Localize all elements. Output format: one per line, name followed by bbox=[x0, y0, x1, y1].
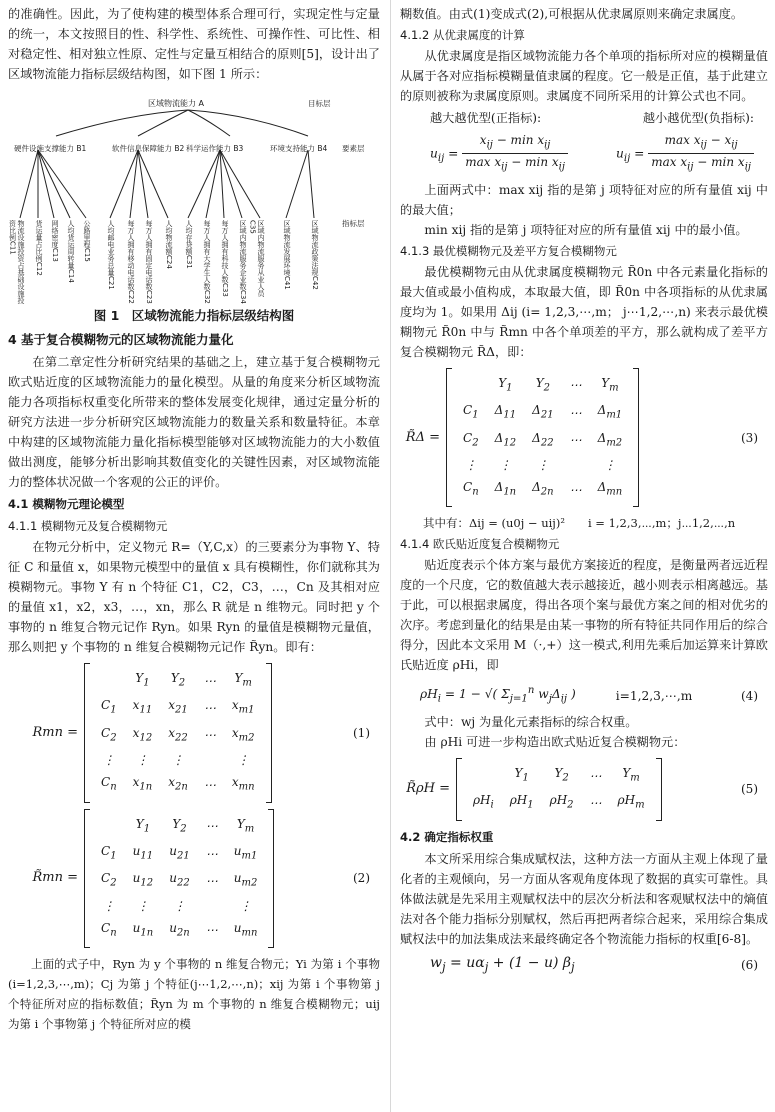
equation-5-number: (5) bbox=[741, 782, 758, 797]
equation-6-number: (6) bbox=[741, 957, 758, 972]
equation-4 bbox=[400, 675, 768, 712]
section-4-2-heading: 4.2 确定指标权重 bbox=[400, 829, 494, 844]
node-b3: 科学运作能力 B3 bbox=[186, 144, 244, 153]
layer-index-label: 指标层 bbox=[342, 219, 365, 228]
section-4-1-2-heading: 4.1.2 从优隶属度的计算 bbox=[400, 28, 525, 42]
layer-element-label: 要素层 bbox=[342, 144, 365, 153]
column-divider bbox=[390, 0, 391, 1112]
section-4-heading: 4 基于复合模糊物元的区域物流能力量化 bbox=[8, 332, 234, 347]
matrix-1: $Y_1$ $Y_2$ ⋯ $Y_m$ $C_1$ $x_{11}$ $x_{21}$ ⋯ $x_{m1}$ $C_2$ $x_{12}$ $x_{22}$ ⋯ $x_{m2}$ ⋮ ⋮ ⋮ ⋮ $C_n$ $x_{1n}$ $x_{2n}$ ⋯ $x_{mn}$ bbox=[84, 663, 272, 803]
leaf-c33: 每万人拥有科技人数C33 bbox=[221, 220, 229, 297]
equation-5 bbox=[400, 758, 768, 821]
leaf-c23: 每万人拥有固定电话数C23 bbox=[145, 220, 153, 304]
equation-3-number: (3) bbox=[741, 430, 758, 445]
leaf-c42: 区域物流政策法规C42 bbox=[311, 220, 319, 290]
node-root: 区域物流能力 A bbox=[148, 99, 205, 108]
membership-formulas bbox=[400, 128, 768, 180]
equation-1-number: (1) bbox=[353, 725, 370, 740]
right-column bbox=[400, 4, 768, 976]
formula-weight: $w_j = u\alpha_j + (1 - u)$ $\beta_j$ bbox=[430, 954, 575, 974]
matrix-1-label: Rmn = bbox=[32, 724, 78, 740]
leaf-c14: 人均货运周转量C14 bbox=[67, 220, 75, 283]
paragraph-intro-cont: 的准确性。因此，为了使构建的模型体系合理可行，实现定性与定量的统一，本文按照目的性、科学性、系统性、可操作性、可比性、相对稳定性、相对独立性原、定性与定量互相结合的原则[5]，设计出了区域物流能力指标层级结构图，如下图 1 所示： bbox=[8, 7, 380, 81]
leaf-c34: 区域内物流服务企业数C34 bbox=[239, 220, 247, 304]
node-b4: 环境支持能力 B4 bbox=[270, 144, 328, 153]
negative-indicator-label: 越小越优型(负指标): bbox=[642, 111, 754, 125]
figure-1 bbox=[8, 84, 380, 304]
leaf-c21: 人均邮电业务总量C21 bbox=[107, 220, 115, 290]
section-4-1-1-paragraph: 在物元分析中，定义物元 R=（Y,C,x）的三要素分为事物 Y、特征 C 和量值 x，如果物元模型中的量值 x 具有模糊性，你们就称其为模糊物元。事物 Y 有 n 个特征 C1，C2，C3，…，Cn 及其相对应的量值 x1，x2，x3，…，xn，那么 R 就是 n 维物元。同时把 y 个事物的 n 维复合物元记作 Ryn。如果 Ryn 的量值是模糊物元量值，那么则把 y 个事物的 n 维复合模糊物元记作 R̃yn。即有： bbox=[8, 540, 380, 654]
matrix-5-label: R̃ρH = bbox=[406, 781, 450, 797]
matrix-3: $Y_1$ $Y_2$ ⋯ $Y_m$ $C_1$ $\Delta_{11}$ $\Delta_{21}$ ⋯ $\Delta_{m1}$ $C_2$ $\Delta_{12}$ $\Delta_{22}$ ⋯ $\Delta_{m2}$ ⋮ ⋮ ⋮ ⋮ $C_n$ $\Delta_{1n}$ $\Delta_{2n}$ ⋯ $\Delta_{mn}$ bbox=[446, 368, 639, 508]
leaf-c11: 物流设施投资占基础设施投资比例C11 bbox=[8, 220, 25, 304]
node-b1: 硬件设施支撑能力 B1 bbox=[14, 144, 87, 153]
paragraph-top-cont: 糊数值。由式(1)变成式(2),可根据从优隶属原则来确定隶属度。 bbox=[400, 7, 744, 21]
leaf-c15: 公路里程C15 bbox=[83, 220, 91, 262]
leaf-c13: 网络密度C13 bbox=[51, 220, 59, 262]
leaf-c41: 区域物流发展环境C41 bbox=[283, 220, 291, 290]
section-4-paragraph: 在第二章定性分析研究结果的基础之上，建立基于复合模糊物元欧式贴近度的区域物流能力的量化模型。从量的角度来分析区域物流能力各项指标权重变化所带来的整体发展变化规律，通过定量分析的研究方法进一步分析研究区域物流能力的数量关系和数量特征。本章中构建的区域物流能力量化指标模型能够对区域物流能力的大小数值做出测度，能够分析出影响其数值变化的关键性因素，对区域物流能力的整体状况做一个客观的公正的评价。 bbox=[8, 355, 380, 489]
matrix-3-label: R̃Δ = bbox=[405, 429, 440, 445]
equation-4-range: i=1,2,3,⋯,m bbox=[615, 688, 693, 703]
figure-1-caption: 图 1 区域物流能力指标层级结构图 bbox=[93, 308, 295, 323]
positive-indicator-label: 越大越优型(正指标): bbox=[430, 111, 542, 125]
paragraph-rho: 由 ρHi 可进一步构造出欧式贴近复合模糊物元： bbox=[424, 734, 686, 749]
section-4-1-4-heading: 4.1.4 欧氏贴近度复合模糊物元 bbox=[400, 537, 560, 552]
section-4-1-heading: 4.1 模糊物元理论模型 bbox=[8, 497, 125, 511]
matrix-5: $Y_1$ $Y_2$ ⋯ $Y_m$ $\rho H_i$ $\rho H_1$ $\rho H_2$ ⋯ $\rho H_m$ bbox=[456, 758, 662, 821]
node-b2: 软件信息保障能力 B2 bbox=[112, 144, 185, 153]
matrix-2: $Y_1$ $Y_2$ ⋯ $Y_m$ $C_1$ $u_{11}$ $u_{21}$ ⋯ $u_{m1}$ $C_2$ $u_{12}$ $u_{22}$ ⋯ $u_{m2}$ ⋮ ⋮ ⋮ ⋮ $C_n$ $u_{1n}$ $u_{2n}$ ⋯ $u_{mn}$ bbox=[84, 809, 274, 949]
formula-positive: $u_{ij}$ = $\frac{x_{ij} - \min x_{ij}}{\max x_{ij} - \min x_{ij}}$ bbox=[430, 132, 568, 176]
section-4-1-3-paragraph: 最优模糊物元由从优隶属度模糊物元 R̃0n 中各元素量化指标的最大值或最小值构成，本取最大值，即 R̃0n 中各项指标的从优隶属度均为 1。如果用 Δij (i= 1,2,3,⋯,m； j⋯1,2,⋯,n) 来表示最优模糊物元 R̃0n 中与 R̃mn 中各个单项差的平方，那么就构成了差平方复合模糊物元 R̃Δ，即： bbox=[400, 264, 768, 359]
section-4-1-2-paragraph: 从优隶属度是指区域物流能力各个单项的指标所对应的模糊量值从属于各对应指标模糊量值隶属的程度。它一般是正值，基于此建立的原则被称为隶属度原则。隶属度不同所采用的计算公式也不同。 bbox=[400, 49, 768, 103]
section-4-1-4-paragraph: 贴近度表示个体方案与最优方案接近的程度，是衡量两者远近程度的一个尺度，它的数值越大表示越接近，越小则表示相离越远。基于此，可以根据隶属度，得出各项个案与最优方案之间的相对优劣的次序。考虑到量化的结果是由某一事物的所有特征共同作用后的综合得分，因此本文采用 M（·,+）这一模式,利用先乘后加运算来计算欧氏贴近度 ρHi，即 bbox=[400, 558, 768, 673]
leaf-c24: 人均物流额C24 bbox=[165, 220, 173, 269]
equation-2 bbox=[8, 809, 380, 949]
left-column bbox=[8, 4, 380, 1034]
layer-target-label: 目标层 bbox=[308, 99, 331, 108]
equation-4-number: (4) bbox=[741, 688, 758, 703]
section-4-2-paragraph: 本文所采用综合集成赋权法，这种方法一方面从主观上体现了量化者的主观倾向，另一方面从客观角度体现了数据的真实可靠性。具体做法就是先采用主观赋权法中的层次分析法和客观赋权法中的熵值法对各个能力指标分别赋权，然后再把两者综合起来，采用综合集成赋权法中的加法集成法来最终确定各个物流能力指标的权重[6-8]。 bbox=[400, 851, 768, 946]
leaf-c22: 每万人拥有移动电话数C22 bbox=[127, 220, 135, 304]
hierarchy-lines bbox=[8, 84, 380, 304]
paragraph-delta-def: 其中有：Δij = (u0j − uij)² i = 1,2,3,⋯,m；j⋯1,2,⋯,n bbox=[423, 516, 736, 531]
section-4-1-3-heading: 4.1.3 最优模糊物元及差平方复合模糊物元 bbox=[400, 243, 617, 258]
formula-closeness: $\rho H_i = 1$ − √( $\Sigma_{j=1}^n$ $w_j\Delta_{ij}$ ) bbox=[420, 685, 576, 705]
leaf-c32: 每万人拥有大学生人数C32 bbox=[203, 220, 211, 304]
leaf-c31: 人均存贷额C31 bbox=[185, 220, 193, 269]
leaf-c12: 货运量占比例C12 bbox=[35, 220, 43, 276]
equation-1 bbox=[8, 663, 380, 803]
equation-6 bbox=[400, 949, 768, 977]
matrix-2-label: R̃mn = bbox=[32, 870, 78, 886]
equation-3 bbox=[400, 368, 768, 508]
paragraph-where-min: min xij 指的是第 j 项特征对应的所有量值 xij 中的最小值。 bbox=[424, 222, 748, 237]
paragraph-wj: 式中：wj 为量化元素指标的综合权重。 bbox=[424, 714, 638, 729]
equation-2-number: (2) bbox=[353, 871, 370, 886]
paragraph-after-matrices: 上面的式子中，Ryn 为 y 个事物的 n 维复合物元；Yi 为第 i 个事物(i=1,2,3,⋯,m)；Cj 为第 j 个特征(j⋯1,2,⋯,n)；xij 为第 i 个事物第 j 个特征所对应的指标数值；R̃yn 为 m 个事物的 n 维复合模糊物元；uij 为第 i 个事物第 j 个特征所对应的模 bbox=[8, 957, 380, 1032]
formula-negative: $u_{ij}$ = $\frac{\max x_{ij} - x_{ij}}{\max x_{ij} - \min x_{ij}}$ bbox=[616, 132, 754, 176]
section-4-1-1-heading: 4.1.1 模糊物元及复合模糊物元 bbox=[8, 519, 168, 533]
paragraph-where-max: 上面两式中：max xij 指的是第 j 项特征对应的所有量值 xij 中的最大值； bbox=[400, 182, 768, 217]
leaf-c35: 区域内物流服务从业人员C35 bbox=[248, 220, 265, 297]
indicator-type-labels bbox=[400, 106, 768, 128]
